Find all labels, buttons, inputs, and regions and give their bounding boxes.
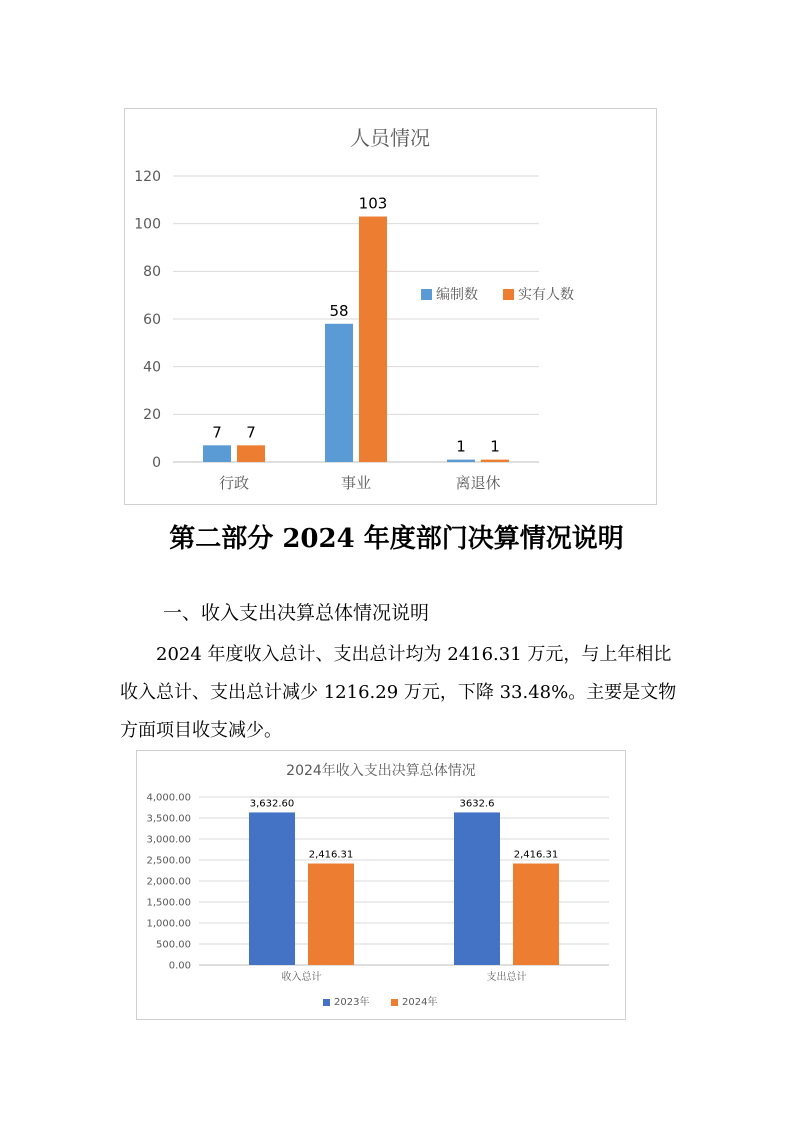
income-expense-chart-legend-swatch	[391, 999, 398, 1006]
income-expense-chart-y-tick-label: 500.00	[156, 939, 191, 951]
staff-chart-title: 人员情况	[350, 126, 430, 150]
income-expense-chart-y-tick-label: 3,000.00	[146, 834, 191, 846]
staff-chart-bar	[237, 445, 265, 462]
staff-chart	[124, 108, 657, 505]
section-heading: 第二部分 2024 年度部门决算情况说明	[169, 524, 624, 554]
staff-chart-data-label: 1	[490, 437, 500, 456]
staff-chart-y-tick-label: 40	[143, 359, 161, 376]
staff-chart-legend-swatch	[421, 289, 432, 300]
income-expense-chart-data-label: 2,416.31	[308, 849, 354, 861]
staff-chart-bar	[203, 445, 231, 462]
income-expense-chart	[136, 750, 626, 1020]
income-expense-chart-svg	[137, 751, 625, 1019]
staff-chart-bar	[481, 460, 509, 462]
staff-chart-bar	[359, 217, 387, 462]
income-expense-chart-y-tick-label: 0.00	[168, 960, 191, 972]
staff-chart-y-tick-label: 60	[143, 311, 161, 328]
income-expense-chart-bar	[308, 864, 354, 965]
income-expense-chart-bar	[513, 864, 559, 965]
staff-chart-y-tick-label: 0	[152, 454, 161, 471]
income-expense-chart-y-tick-label: 2,000.00	[146, 876, 191, 888]
income-expense-chart-x-tick-label: 收入总计	[281, 972, 322, 983]
staff-chart-data-label: 103	[358, 194, 388, 213]
staff-chart-x-tick-label: 离退休	[455, 474, 501, 492]
staff-chart-legend-label: 实有人数	[518, 287, 574, 303]
income-expense-chart-data-label: 3632.6	[459, 798, 495, 810]
income-expense-chart-bar	[454, 812, 500, 965]
staff-chart-svg	[125, 109, 656, 504]
income-expense-chart-data-label: 3,632.60	[249, 798, 295, 810]
summary-text: 2024 年度收入总计、支出总计均为 2416.31 万元，与上年相比收入总计、支出总计减少 1216.29 万元，下降 33.48%。主要是文物方面项目收支减少。	[120, 644, 677, 741]
income-expense-chart-y-tick-label: 1,500.00	[146, 897, 191, 909]
income-expense-chart-title: 2024年收入支出决算总体情况	[286, 763, 476, 779]
staff-chart-y-tick-label: 100	[134, 216, 161, 233]
staff-chart-x-tick-label: 行政	[218, 474, 250, 492]
income-expense-chart-legend-swatch	[323, 999, 330, 1006]
staff-chart-y-tick-label: 20	[143, 407, 161, 424]
income-expense-chart-y-tick-label: 2,500.00	[146, 855, 191, 867]
staff-chart-y-tick-label: 80	[143, 264, 161, 281]
income-expense-chart-y-tick-label: 1,000.00	[146, 918, 191, 930]
income-expense-chart-x-tick-label: 支出总计	[486, 972, 527, 983]
staff-chart-data-label: 7	[246, 423, 256, 442]
subsection-heading: 一、收入支出决算总体情况说明	[163, 602, 430, 624]
staff-chart-bar	[447, 460, 475, 462]
income-expense-chart-y-tick-label: 3,500.00	[146, 813, 191, 825]
income-expense-chart-data-label: 2,416.31	[513, 849, 559, 861]
staff-chart-legend-swatch	[503, 289, 514, 300]
summary-paragraph	[120, 636, 680, 750]
income-expense-chart-y-tick-label: 4,000.00	[146, 792, 191, 804]
staff-chart-data-label: 1	[456, 437, 466, 456]
staff-chart-data-label: 58	[329, 301, 349, 320]
income-expense-chart-bar	[249, 812, 295, 965]
staff-chart-bar	[325, 324, 353, 462]
staff-chart-legend-label: 编制数	[436, 287, 478, 303]
income-expense-chart-legend-label: 2024年	[402, 997, 438, 1008]
staff-chart-x-tick-label: 事业	[340, 474, 372, 492]
staff-chart-data-label: 7	[212, 423, 222, 442]
income-expense-chart-legend-label: 2023年	[334, 997, 370, 1008]
staff-chart-y-tick-label: 120	[134, 168, 161, 185]
